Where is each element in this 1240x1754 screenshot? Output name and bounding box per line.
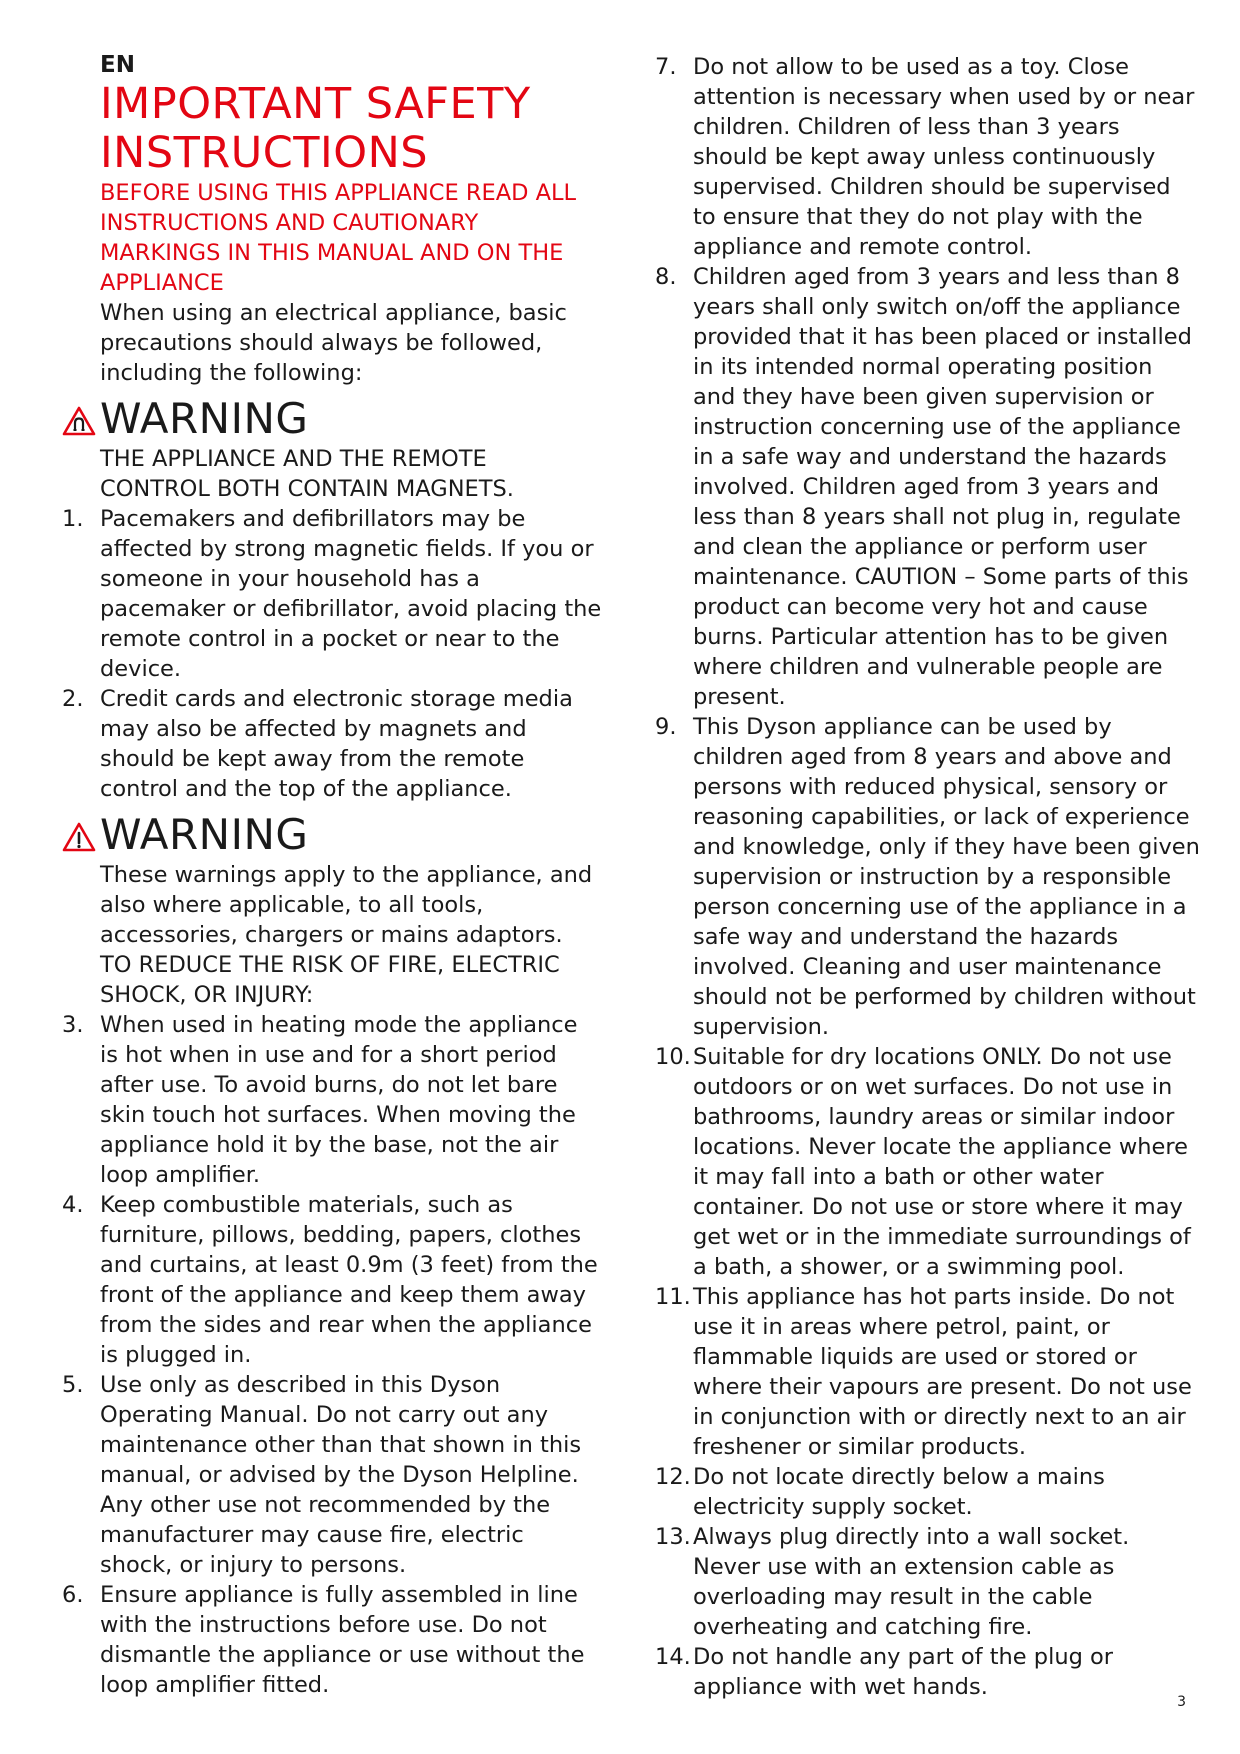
right-column: [655, 52, 1200, 1702]
list-item: 5. Use only as described in this Dyson Operating Manual. Do not carry out any maintenance other than that shown in this manual, or advised by the Dyson Helpline. Any other use not recommended by the manufacturer may cause fire, electric shock, or injury to persons.: [62, 1372, 582, 1578]
list-item: 12. Do not locate directly below a mains electricity supply socket.: [655, 1464, 1105, 1520]
list-item: 2. Credit cards and electronic storage media may also be affected by magnets and should be kept away from the remote control and the top of the appliance.: [62, 686, 573, 802]
list-item: 4. Keep combustible materials, such as furniture, pillows, bedding, papers, clothes and curtains, at least 0.9m (3 feet) from the front of the appliance and keep them away from the sides and rear when the appliance is plugged in.: [62, 1192, 598, 1368]
safety-list-part2: [62, 1010, 602, 1700]
list-item: 14. Do not handle any part of the plug or appliance with wet hands.: [655, 1644, 1114, 1700]
list-item: 10. Suitable for dry locations ONLY. Do not use outdoors or on wet surfaces. Do not use in bathrooms, laundry areas or similar indoor locations. Never locate the appliance where it may fall into a bath or other water container. Do not use or store where it may get wet or in the immediate surroundings of a bath, a shower, or a swimming pool.: [655, 1044, 1191, 1280]
list-item: 7. Do not allow to be used as a toy. Close attention is necessary when used by or near children. Children of less than 3 years should be kept away unless continuously supervised. Children should be supervised to ensure that they do not play with the appliance and remote control.: [655, 54, 1195, 260]
warning-label: WARNING: [100, 394, 309, 443]
risk-heading: TO REDUCE THE RISK OF FIRE, ELECTRIC SHOCK, OR INJURY:: [100, 952, 560, 1008]
list-item: 8. Children aged from 3 years and less than 8 years shall only switch on/off the appliance provided that it has been placed or installed in its intended normal operating position and they have been given supervision or instruction concerning use of the appliance in a safe way and understand the hazards involved. Children aged from 3 years and less than 8 years shall not plug in, regulate and clean the appliance or perform user maintenance. CAUTION – Some parts of this product can become very hot and cause burns. Particular attention has to be given where children and vulnerable people are present.: [655, 264, 1192, 710]
list-item: 13. Always plug directly into a wall socket. Never use with an extension cable as overloading may result in the cable overheating and catching fire.: [655, 1524, 1130, 1640]
page-number: 3: [1177, 1694, 1186, 1710]
list-item: 3. When used in heating mode the appliance is hot when in use and for a short period after use. To avoid burns, do not let bare skin touch hot surfaces. When moving the appliance hold it by the base, not the air loop amplifier.: [62, 1012, 578, 1188]
warning-text-general: These warnings apply to the appliance, and also where applicable, to all tools, accessories, chargers or mains adaptors.: [100, 862, 593, 948]
list-item: 11. This appliance has hot parts inside. Do not use it in areas where petrol, paint, or flammable liquids are used or stored or where their vapours are present. Do not use in conjunction with or directly next to an air freshener or similar products.: [655, 1284, 1192, 1460]
safety-list-part1: [62, 504, 602, 804]
page-title: IMPORTANT SAFETY INSTRUCTIONS: [100, 79, 531, 178]
safety-list-part3: [655, 52, 1200, 1702]
warning-heading-general: [62, 810, 602, 860]
magnet-warning-icon: [62, 406, 96, 436]
list-item: 9. This Dyson appliance can be used by children aged from 8 years and above and persons with reduced physical, sensory or reasoning capabilities, or lack of experience and knowledge, only if they have been given supervision or instruction by a responsible person concerning use of the appliance in a safe way and understand the hazards involved. Cleaning and user maintenance should not be performed by children without supervision.: [655, 714, 1200, 1040]
warning-label: WARNING: [100, 810, 309, 859]
exclamation-warning-icon: [62, 822, 96, 852]
warning-heading-magnets: [62, 394, 602, 444]
left-column: [62, 50, 602, 1700]
language-code: EN: [100, 52, 135, 78]
subtitle: BEFORE USING THIS APPLIANCE READ ALL INSTRUCTIONS AND CAUTIONARY MARKINGS IN THIS MANUAL AND ON THE APPLIANCE: [100, 180, 577, 296]
intro-text: When using an electrical appliance, basic precautions should always be followed, including the following:: [100, 300, 567, 386]
warning-text-magnets: THE APPLIANCE AND THE REMOTE CONTROL BOTH CONTAIN MAGNETS.: [100, 446, 514, 502]
list-item: 6. Ensure appliance is fully assembled in line with the instructions before use. Do not dismantle the appliance or use without the loop amplifier fitted.: [62, 1582, 585, 1698]
list-item: 1. Pacemakers and defibrillators may be affected by strong magnetic fields. If you or someone in your household has a pacemaker or defibrillator, avoid placing the remote control in a pocket or near to the device.: [62, 506, 602, 682]
